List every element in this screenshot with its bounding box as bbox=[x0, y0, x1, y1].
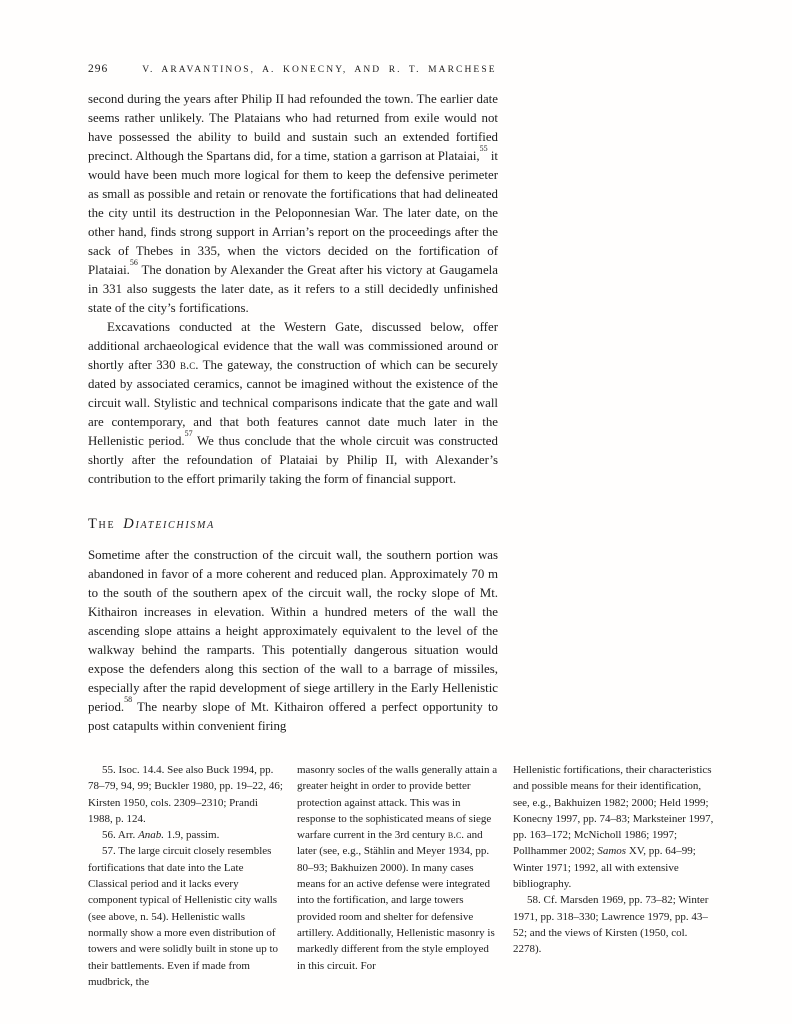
text-run: We thus conclude that the whole circuit was constructed shortly after the refoundation of Plataiai by Philip II, with Alexander’s contribution to the effort primarily taking the form of financial support. bbox=[88, 434, 498, 486]
running-head-authors: V. ARAVANTINOS, A. KONECNY, AND R. T. MARCHESE bbox=[142, 65, 497, 75]
footnote-reference: 56 bbox=[129, 258, 138, 268]
footnote-reference: 55 bbox=[479, 144, 488, 154]
text-run: Samos bbox=[597, 845, 627, 858]
heading-word-diateichisma: Diateichisma bbox=[123, 516, 215, 532]
paragraph bbox=[88, 827, 283, 843]
paragraph bbox=[88, 762, 283, 827]
text-run: b.c. bbox=[447, 829, 465, 842]
text-run: Hellenistic fortifications, their characteristics and possible means for their identification, see, e.g., Bakhuizen 1982; 2000; Held 1999; Konecny 1997, pp. 74–83; Marksteiner 1997, pp. 163–172; McNicholl 1986; 1997; Pollhammer 2002; bbox=[513, 764, 714, 858]
text-run: The donation by Alexander the Great after his victory at Gaugamela in 331 also suggests the later date, as it refers to a still decidedly unfinished state of the city’s fortifications. bbox=[88, 263, 498, 315]
text-run: 56. Arr. bbox=[102, 829, 139, 842]
text-run: Sometime after the construction of the circuit wall, the southern portion was abandoned in favor of a more coherent and reduced plan. Approximately 70 m to the south of the southern apex of the circuit wall, the rocky slope of Mt. Kithairon increases in elevation. Within a hundred meters of the wall the ascending slope attains a height approximately equivalent to the level of the walkway behind the ramparts. This potentially dangerous situation would expose the defenders along this section of the wall to a barrage of missiles, especially after the rapid development of siege artillery in the Early Hellenistic period. bbox=[88, 548, 498, 714]
paragraph bbox=[513, 892, 715, 957]
paragraph bbox=[88, 90, 498, 318]
page-number: 296 bbox=[88, 63, 109, 75]
section-circuit-wall-text bbox=[88, 90, 498, 489]
text-run: XV, pp. 64–99; Winter 1971; 1992, all with extensive bibliography. bbox=[513, 845, 696, 891]
text-run: 57. The large circuit closely resembles fortifications that date into the Late Classical period and it lacks every component typical of Hellenistic city walls (see above, n. 54). Hellenistic walls normally show a more even distribution of towers and were solidly built in stone up to their battlements. Even if made from mudbrick, the bbox=[88, 845, 279, 988]
text-run: 55. Isoc. 14.4. See also Buck 1994, pp. 78–79, 94, 99; Buckler 1980, pp. 19–22, 46; Kirsten 1950, cols. 2309–2310; Prandi 1988, p. 124. bbox=[88, 764, 283, 825]
paragraph bbox=[88, 318, 498, 489]
text-run: The nearby slope of Mt. Kithairon offered a perfect opportunity to post catapults within convenient firing bbox=[88, 700, 498, 733]
text-run: it would have been much more logical for them to keep the defensive perimeter as small as possible and retain or renovate the fortifications that had delineated the city until its destruction in the Peloponnesian War. The later date, on the other hand, finds strong support in Arrian’s report on the proceedings after the sack of Thebes in 335, when the victors decided on the fortification of Plataiai. bbox=[88, 149, 499, 277]
running-head bbox=[88, 63, 715, 75]
text-run: b.c. bbox=[180, 358, 199, 372]
paragraph bbox=[297, 762, 499, 974]
paragraph bbox=[513, 762, 715, 892]
footnote-reference: 57 bbox=[184, 429, 193, 439]
paragraph bbox=[88, 546, 498, 736]
section-heading-diateichisma bbox=[88, 516, 498, 533]
text-run: Anab. bbox=[138, 829, 165, 842]
paragraph bbox=[88, 843, 283, 990]
text-run: and later (see, e.g., Stählin and Meyer 1934, pp. 80–93; Bakhuizen 2000). In many cases means for an active defense were integrated into the fortification, and large towers provided room and shelter for defensive artillery. Additionally, Hellenistic masonry is markedly different from the style employed in this circuit. For bbox=[297, 829, 495, 972]
text-run: 1.9, passim. bbox=[164, 829, 220, 842]
heading-word-the: The bbox=[88, 516, 116, 532]
footnote-column-3 bbox=[513, 762, 715, 990]
text-run: The gateway, the construction of which can be securely dated by associated ceramics, cannot be imagined without the existence of the circuit wall. Stylistic and technical comparisons indicate that the gate and wall are contemporary, and that both features cannot date much later in the Hellenistic period. bbox=[88, 358, 499, 448]
section-diateichisma-text bbox=[88, 546, 498, 736]
text-run: masonry socles of the walls generally attain a greater height in order to provide better protection against attack. This was in response to the sophisticated means of siege warfare current in the 3rd century bbox=[297, 764, 498, 842]
footnote-column-2 bbox=[297, 762, 499, 990]
main-text-column bbox=[88, 90, 498, 736]
footnotes-area bbox=[88, 762, 715, 990]
text-run: Excavations conducted at the Western Gate, discussed below, offer additional archaeological evidence that the wall was commissioned around or shortly after 330 bbox=[88, 320, 498, 372]
footnote-reference: 58 bbox=[124, 695, 133, 705]
text-run: second during the years after Philip II had refounded the town. The earlier date seems rather unlikely. The Plataians who had returned from exile would not have possessed the ability to build and sustain such an extended fortified precinct. Although the Spartans did, for a time, station a garrison at Plataiai, bbox=[88, 92, 498, 163]
footnote-column-1 bbox=[88, 762, 283, 990]
text-run: 58. Cf. Marsden 1969, pp. 73–82; Winter 1971, pp. 318–330; Lawrence 1979, pp. 43–52; and the views of Kirsten (1950, col. 2278). bbox=[513, 894, 709, 956]
